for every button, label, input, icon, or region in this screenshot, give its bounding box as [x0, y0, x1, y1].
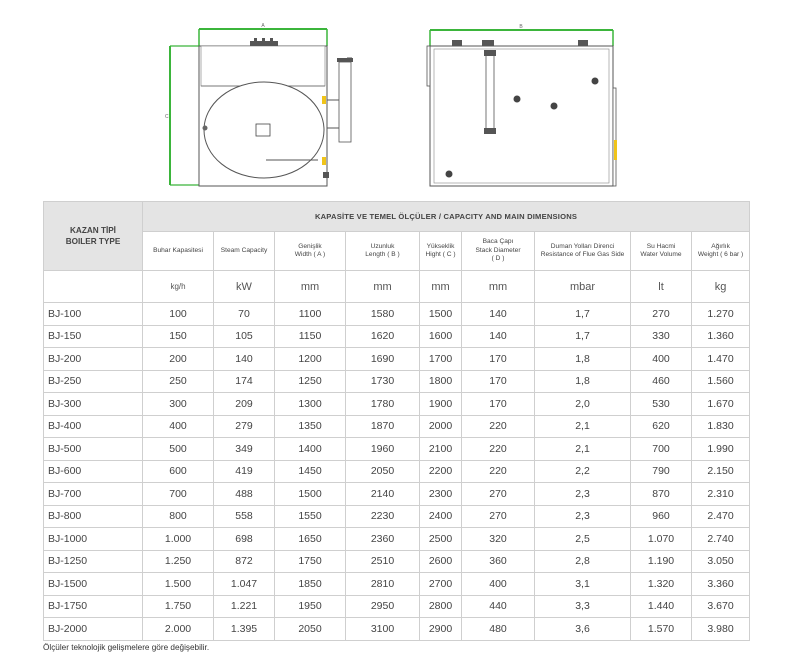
- value-cell: 1800: [420, 370, 462, 393]
- model-cell: BJ-1500: [44, 573, 143, 596]
- value-cell: 250: [143, 370, 214, 393]
- value-cell: 2,1: [535, 415, 631, 438]
- value-cell: 960: [631, 505, 692, 528]
- value-cell: 1500: [420, 303, 462, 326]
- column-header-line: Hight ( C ): [425, 251, 456, 258]
- table-row: [44, 505, 750, 528]
- value-cell: 400: [143, 415, 214, 438]
- value-cell: 3.360: [692, 573, 750, 596]
- value-cell: 2200: [420, 460, 462, 483]
- dimension-b-label: B: [519, 24, 523, 30]
- column-header: [275, 232, 346, 271]
- value-cell: 1150: [275, 325, 346, 348]
- column-header-line: Buhar Kapasitesi: [153, 246, 203, 254]
- value-cell: 2,3: [535, 483, 631, 506]
- table-row: [44, 595, 750, 618]
- value-cell: 440: [462, 595, 535, 618]
- value-cell: 488: [214, 483, 275, 506]
- model-cell: BJ-150: [44, 325, 143, 348]
- value-cell: 1.570: [631, 618, 692, 641]
- column-header: [346, 232, 420, 271]
- value-cell: 1400: [275, 438, 346, 461]
- value-cell: 300: [143, 393, 214, 416]
- footnote: Ölçüler teknolojik gelişmelere göre değişebilir.: [43, 643, 210, 652]
- value-cell: 460: [631, 370, 692, 393]
- value-cell: 3.670: [692, 595, 750, 618]
- capacity-dimensions-table: [43, 201, 750, 641]
- value-cell: 800: [143, 505, 214, 528]
- unit-cell: mm: [275, 271, 346, 303]
- unit-cell: mm: [420, 271, 462, 303]
- column-header-line: ( D ): [491, 255, 505, 263]
- unit-cell-empty: [44, 271, 143, 303]
- column-header-line: Genişlik: [298, 242, 322, 250]
- value-cell: 1870: [346, 415, 420, 438]
- value-cell: 270: [631, 303, 692, 326]
- value-cell: 2,8: [535, 550, 631, 573]
- value-cell: 1.560: [692, 370, 750, 393]
- boiler-type-en: BOILER TYPE: [65, 237, 121, 246]
- model-cell: BJ-1000: [44, 528, 143, 551]
- column-header-line: Length ( B ): [365, 251, 400, 258]
- value-cell: 1200: [275, 348, 346, 371]
- value-cell: 2800: [420, 595, 462, 618]
- value-cell: 1.221: [214, 595, 275, 618]
- unit-cell: kg: [692, 271, 750, 303]
- value-cell: 2050: [275, 618, 346, 641]
- value-cell: 419: [214, 460, 275, 483]
- value-cell: 3.050: [692, 550, 750, 573]
- value-cell: 2.150: [692, 460, 750, 483]
- value-cell: 1,8: [535, 348, 631, 371]
- value-cell: 140: [462, 303, 535, 326]
- table-row: [44, 460, 750, 483]
- value-cell: 1550: [275, 505, 346, 528]
- value-cell: 1250: [275, 370, 346, 393]
- boiler-technical-drawings: [0, 0, 791, 200]
- value-cell: 2600: [420, 550, 462, 573]
- value-cell: 2.310: [692, 483, 750, 506]
- model-cell: BJ-800: [44, 505, 143, 528]
- value-cell: 320: [462, 528, 535, 551]
- value-cell: 2230: [346, 505, 420, 528]
- value-cell: 790: [631, 460, 692, 483]
- value-cell: 1.250: [143, 550, 214, 573]
- dimension-c-label: C: [165, 114, 169, 120]
- value-cell: 1,7: [535, 303, 631, 326]
- value-cell: 872: [214, 550, 275, 573]
- column-header-line: Water Volume: [640, 251, 682, 258]
- value-cell: 3100: [346, 618, 420, 641]
- model-cell: BJ-200: [44, 348, 143, 371]
- value-cell: 1.190: [631, 550, 692, 573]
- table-row: [44, 550, 750, 573]
- value-cell: 2140: [346, 483, 420, 506]
- value-cell: 174: [214, 370, 275, 393]
- value-cell: 2050: [346, 460, 420, 483]
- value-cell: 1300: [275, 393, 346, 416]
- value-cell: 2400: [420, 505, 462, 528]
- value-cell: 1580: [346, 303, 420, 326]
- value-cell: 2.000: [143, 618, 214, 641]
- value-cell: 1.320: [631, 573, 692, 596]
- value-cell: 1.360: [692, 325, 750, 348]
- value-cell: 100: [143, 303, 214, 326]
- value-cell: 2360: [346, 528, 420, 551]
- value-cell: 1.047: [214, 573, 275, 596]
- value-cell: 2300: [420, 483, 462, 506]
- column-header: [420, 232, 462, 271]
- value-cell: 170: [462, 348, 535, 371]
- value-cell: 530: [631, 393, 692, 416]
- value-cell: 1600: [420, 325, 462, 348]
- value-cell: 1.270: [692, 303, 750, 326]
- column-header: [631, 232, 692, 271]
- table-row: [44, 370, 750, 393]
- value-cell: 480: [462, 618, 535, 641]
- unit-cell: mbar: [535, 271, 631, 303]
- unit-cell: mm: [346, 271, 420, 303]
- table-row: [44, 393, 750, 416]
- column-header-line: Resistance of Flue Gas Side: [540, 251, 625, 258]
- value-cell: 1.830: [692, 415, 750, 438]
- table-row: [44, 573, 750, 596]
- value-cell: 3,6: [535, 618, 631, 641]
- value-cell: 500: [143, 438, 214, 461]
- model-cell: BJ-600: [44, 460, 143, 483]
- value-cell: 1.750: [143, 595, 214, 618]
- value-cell: 3,1: [535, 573, 631, 596]
- dimension-a-label: A: [261, 23, 265, 29]
- column-header-line: Weight ( 6 bar ): [697, 251, 744, 258]
- column-header-line: Baca Çapı: [482, 238, 514, 246]
- value-cell: 700: [631, 438, 692, 461]
- value-cell: 150: [143, 325, 214, 348]
- column-header-line: Duman Yolları Direnci: [550, 242, 615, 250]
- value-cell: 1.990: [692, 438, 750, 461]
- value-cell: 558: [214, 505, 275, 528]
- value-cell: 360: [462, 550, 535, 573]
- model-cell: BJ-100: [44, 303, 143, 326]
- value-cell: 698: [214, 528, 275, 551]
- model-cell: BJ-1750: [44, 595, 143, 618]
- value-cell: 1850: [275, 573, 346, 596]
- value-cell: 2.470: [692, 505, 750, 528]
- value-cell: 140: [462, 325, 535, 348]
- value-cell: 1100: [275, 303, 346, 326]
- value-cell: 2900: [420, 618, 462, 641]
- boiler-type-tr: KAZAN TİPİ: [70, 226, 116, 235]
- table-row: [44, 438, 750, 461]
- value-cell: 1650: [275, 528, 346, 551]
- column-header: [462, 232, 535, 271]
- column-header: [214, 232, 275, 271]
- value-cell: 1.670: [692, 393, 750, 416]
- table-row: [44, 528, 750, 551]
- model-cell: BJ-250: [44, 370, 143, 393]
- value-cell: 2,5: [535, 528, 631, 551]
- value-cell: 1350: [275, 415, 346, 438]
- unit-cell: kg/h: [143, 271, 214, 303]
- value-cell: 1,8: [535, 370, 631, 393]
- value-cell: 1450: [275, 460, 346, 483]
- table-row: [44, 325, 750, 348]
- value-cell: 170: [462, 370, 535, 393]
- value-cell: 349: [214, 438, 275, 461]
- value-cell: 600: [143, 460, 214, 483]
- value-cell: 1900: [420, 393, 462, 416]
- value-cell: 2510: [346, 550, 420, 573]
- value-cell: 870: [631, 483, 692, 506]
- column-header-line: Stack Diameter: [475, 246, 521, 254]
- value-cell: 209: [214, 393, 275, 416]
- value-cell: 2950: [346, 595, 420, 618]
- value-cell: 400: [631, 348, 692, 371]
- value-cell: 220: [462, 415, 535, 438]
- value-cell: 3,3: [535, 595, 631, 618]
- value-cell: 3.980: [692, 618, 750, 641]
- table-row: [44, 303, 750, 326]
- value-cell: 220: [462, 438, 535, 461]
- value-cell: 1620: [346, 325, 420, 348]
- value-cell: 105: [214, 325, 275, 348]
- value-cell: 400: [462, 573, 535, 596]
- column-header-line: Steam Capacity: [220, 246, 268, 254]
- value-cell: 200: [143, 348, 214, 371]
- value-cell: 1.395: [214, 618, 275, 641]
- value-cell: 2,0: [535, 393, 631, 416]
- boiler-front-view: [165, 23, 353, 186]
- value-cell: 700: [143, 483, 214, 506]
- value-cell: 2,3: [535, 505, 631, 528]
- column-header: [143, 232, 214, 271]
- value-cell: 1.000: [143, 528, 214, 551]
- value-cell: 2500: [420, 528, 462, 551]
- value-cell: 1.440: [631, 595, 692, 618]
- capacity-group-header: KAPASİTE VE TEMEL ÖLÇÜLER / CAPACITY AND MAIN DIMENSIONS: [143, 202, 750, 232]
- model-cell: BJ-300: [44, 393, 143, 416]
- value-cell: 2700: [420, 573, 462, 596]
- value-cell: 1.070: [631, 528, 692, 551]
- table-row: [44, 483, 750, 506]
- value-cell: 2100: [420, 438, 462, 461]
- unit-cell: mm: [462, 271, 535, 303]
- value-cell: 2.740: [692, 528, 750, 551]
- value-cell: 1.470: [692, 348, 750, 371]
- model-cell: BJ-2000: [44, 618, 143, 641]
- value-cell: 2000: [420, 415, 462, 438]
- value-cell: 1690: [346, 348, 420, 371]
- model-cell: BJ-1250: [44, 550, 143, 573]
- column-header-line: Ağırlık: [711, 242, 730, 250]
- table-row: [44, 348, 750, 371]
- value-cell: 1700: [420, 348, 462, 371]
- table-row: [44, 618, 750, 641]
- value-cell: 1950: [275, 595, 346, 618]
- value-cell: 220: [462, 460, 535, 483]
- value-cell: 1500: [275, 483, 346, 506]
- column-header-line: Uzunluk: [370, 242, 395, 250]
- value-cell: 1960: [346, 438, 420, 461]
- unit-cell: kW: [214, 271, 275, 303]
- value-cell: 1,7: [535, 325, 631, 348]
- column-header-line: Su Hacmi: [646, 242, 676, 250]
- value-cell: 279: [214, 415, 275, 438]
- table-row: [44, 415, 750, 438]
- value-cell: 330: [631, 325, 692, 348]
- value-cell: 170: [462, 393, 535, 416]
- value-cell: 2,1: [535, 438, 631, 461]
- value-cell: 1780: [346, 393, 420, 416]
- column-header: [692, 232, 750, 271]
- model-cell: BJ-400: [44, 415, 143, 438]
- boiler-side-view: [427, 24, 617, 186]
- column-header-line: Width ( A ): [294, 251, 326, 258]
- value-cell: 2810: [346, 573, 420, 596]
- value-cell: 270: [462, 505, 535, 528]
- unit-cell: lt: [631, 271, 692, 303]
- value-cell: 1730: [346, 370, 420, 393]
- value-cell: 140: [214, 348, 275, 371]
- value-cell: 620: [631, 415, 692, 438]
- value-cell: 1.500: [143, 573, 214, 596]
- value-cell: 2,2: [535, 460, 631, 483]
- model-cell: BJ-500: [44, 438, 143, 461]
- model-cell: BJ-700: [44, 483, 143, 506]
- value-cell: 70: [214, 303, 275, 326]
- boiler-type-header: [44, 202, 143, 271]
- value-cell: 270: [462, 483, 535, 506]
- column-header-line: Yükseklik: [426, 242, 455, 250]
- value-cell: 1750: [275, 550, 346, 573]
- column-header: [535, 232, 631, 271]
